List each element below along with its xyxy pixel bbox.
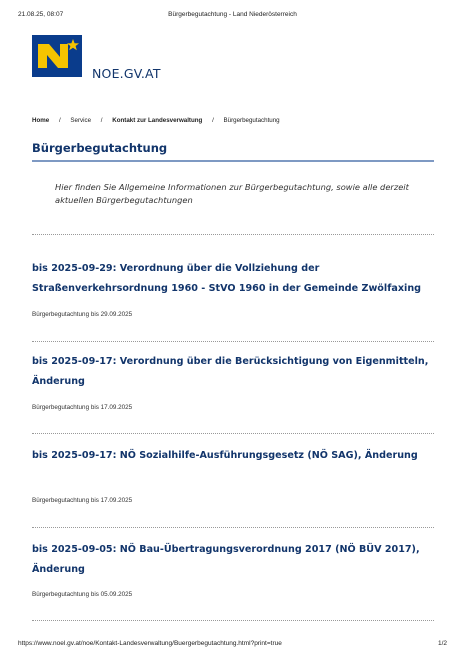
print-datetime: 21.08.25, 08:07 [18,11,64,18]
print-page-title: Bürgerbegutachtung - Land Niederösterreich [168,11,297,18]
divider [32,341,434,342]
breadcrumb-separator: / [100,117,103,124]
entry-link-0[interactable]: bis 2025-09-29: Verordnung über die Vollziehung der Straßenverkehrsordnung 1960 - StVO 1960 in der Gemeinde Zwölfaxing [32,263,422,294]
print-url: https://www.noel.gv.at/noe/Kontakt-Landesverwaltung/Buergerbegutachtung.html?print=true [18,640,282,647]
breadcrumb-separator: / [212,117,214,124]
noe-logo-icon [32,35,82,77]
breadcrumb-item-service[interactable]: Service [70,117,92,124]
breadcrumb-item-current: Bürgerbegutachtung [223,117,280,124]
entry-link-2[interactable]: bis 2025-09-17: NÖ Sozialhilfe-Ausführungsgesetz (NÖ SAG), Änderung [32,450,418,461]
entry-meta-3: Bürgerbegutachtung bis 05.09.2025 [32,591,133,598]
divider [32,234,434,235]
breadcrumb-item-kontakt[interactable]: Kontakt zur Landesverwaltung [112,117,203,124]
entry-meta-1: Bürgerbegutachtung bis 17.09.2025 [32,404,133,411]
divider [32,620,434,621]
entry-link-3[interactable]: bis 2025-09-05: NÖ Bau-Übertragungsverordnung 2017 (NÖ BÜV 2017), Änderung [32,544,420,575]
print-header [0,11,465,23]
page-number: 1/2 [437,640,447,647]
breadcrumb [32,117,280,124]
page-title: Bürgerbegutachtung [32,141,168,155]
site-name[interactable]: NOE.GV.AT [92,66,161,81]
title-divider [32,160,434,162]
entry-meta-2: Bürgerbegutachtung bis 17.09.2025 [32,497,133,504]
intro-text: Hier finden Sie Allgemeine Informationen zur Bürgerbegutachtung, sowie alle derzeit aktuellen Bürgerbegutachtungen [55,182,409,205]
entry-link-1[interactable]: bis 2025-09-17: Verordnung über die Berücksichtigung von Eigenmitteln, Änderung [32,356,429,387]
breadcrumb-item-home[interactable]: Home [32,117,50,124]
site-logo[interactable] [32,35,82,77]
breadcrumb-separator: / [58,117,61,124]
entry-meta-0: Bürgerbegutachtung bis 29.09.2025 [32,311,133,318]
divider [32,433,434,434]
divider [32,527,434,528]
